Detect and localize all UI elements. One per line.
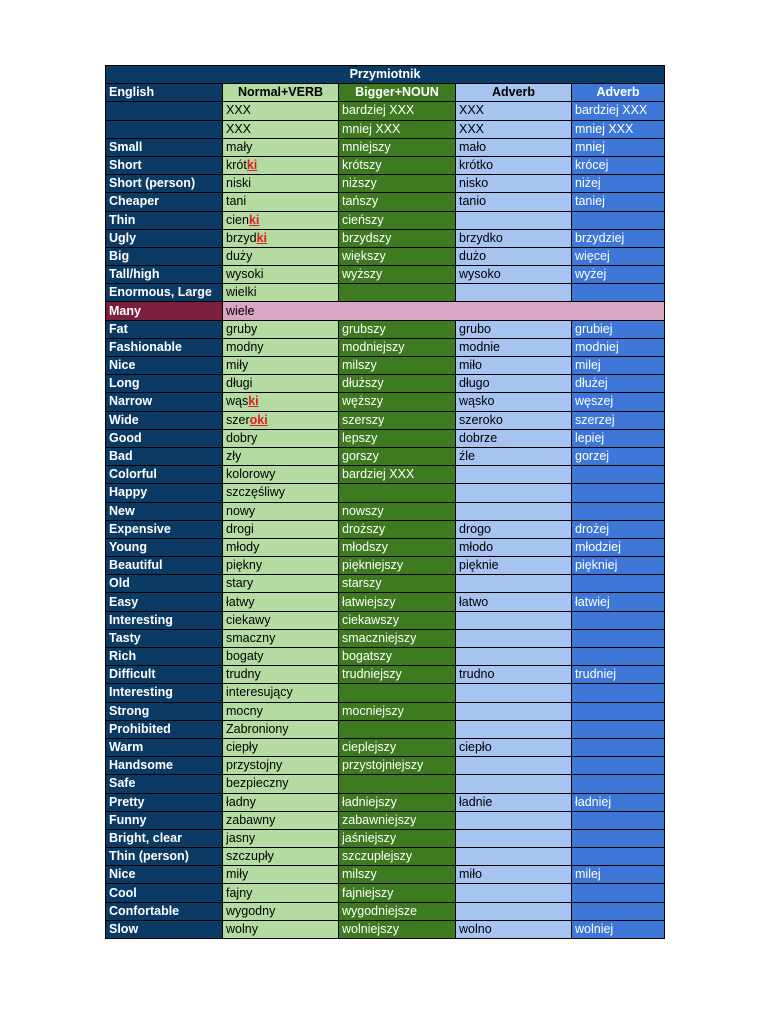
adverb-comparative-cell: [572, 484, 665, 502]
normal-cell: Zabroniony: [223, 720, 339, 738]
adverb-comparative-cell: [572, 829, 665, 847]
adverb-comparative-cell: mniej XXX: [572, 120, 665, 138]
adverb-cell: modnie: [456, 338, 572, 356]
english-cell: Expensive: [106, 520, 223, 538]
adverb-comparative-cell: modniej: [572, 338, 665, 356]
table-row: [106, 593, 665, 611]
english-cell: Young: [106, 538, 223, 556]
table-row: [106, 757, 665, 775]
normal-cell: młody: [223, 538, 339, 556]
adverb-comparative-cell: [572, 738, 665, 756]
word-stem: krót: [226, 158, 247, 173]
bigger-cell: starszy: [339, 575, 456, 593]
adverb-cell: szeroko: [456, 411, 572, 429]
adverb-cell: ładnie: [456, 793, 572, 811]
english-cell: Happy: [106, 484, 223, 502]
adverb-comparative-cell: młodziej: [572, 538, 665, 556]
adverb-comparative-cell: gorzej: [572, 447, 665, 465]
adverb-cell: [456, 829, 572, 847]
bigger-cell: bogatszy: [339, 648, 456, 666]
normal-cell: tani: [223, 193, 339, 211]
adverb-comparative-cell: bardziej XXX: [572, 102, 665, 120]
adverb-cell: grubo: [456, 320, 572, 338]
english-cell: Slow: [106, 920, 223, 938]
table-row: [106, 648, 665, 666]
bigger-cell: nowszy: [339, 502, 456, 520]
adverb-comparative-cell: milej: [572, 357, 665, 375]
adverb-cell: wąsko: [456, 393, 572, 411]
normal-cell: XXX: [223, 102, 339, 120]
normal-cell: wysoki: [223, 266, 339, 284]
adverb-cell: łatwo: [456, 593, 572, 611]
normal-cell: smaczny: [223, 629, 339, 647]
adverb-cell: [456, 775, 572, 793]
adverb-cell: ciepło: [456, 738, 572, 756]
adverb-comparative-cell: milej: [572, 866, 665, 884]
normal-cell: mocny: [223, 702, 339, 720]
table-row: [106, 156, 665, 174]
adverb-cell: trudno: [456, 666, 572, 684]
table-row: [106, 502, 665, 520]
normal-cell: wiele: [223, 302, 665, 320]
adverb-cell: krótko: [456, 156, 572, 174]
highlighted-suffix: ki: [248, 212, 260, 227]
bigger-cell: milszy: [339, 866, 456, 884]
normal-cell: modny: [223, 338, 339, 356]
adverb-comparative-cell: [572, 757, 665, 775]
table-row: [106, 520, 665, 538]
english-cell: Wide: [106, 411, 223, 429]
adverb-cell: miło: [456, 357, 572, 375]
bigger-cell: bardziej XXX: [339, 102, 456, 120]
adverb-comparative-cell: grubiej: [572, 320, 665, 338]
adverb-cell: [456, 902, 572, 920]
english-cell: Pretty: [106, 793, 223, 811]
table-row: [106, 138, 665, 156]
adverb-comparative-cell: więcej: [572, 247, 665, 265]
table-row: [106, 538, 665, 556]
table-row: [106, 357, 665, 375]
adverb-comparative-cell: [572, 629, 665, 647]
table-row: [106, 320, 665, 338]
english-cell: Short: [106, 156, 223, 174]
adverb-comparative-cell: [572, 702, 665, 720]
bigger-cell: mocniejszy: [339, 702, 456, 720]
normal-cell: [223, 229, 339, 247]
english-cell: Colorful: [106, 466, 223, 484]
adverb-comparative-cell: [572, 902, 665, 920]
table-row: [106, 211, 665, 229]
adverb-cell: [456, 884, 572, 902]
english-cell: Bad: [106, 447, 223, 465]
bigger-cell: gorszy: [339, 447, 456, 465]
normal-cell: nowy: [223, 502, 339, 520]
adverb-cell: brzydko: [456, 229, 572, 247]
bigger-cell: cieńszy: [339, 211, 456, 229]
adverb-comparative-cell: [572, 284, 665, 302]
adverb-comparative-cell: mniej: [572, 138, 665, 156]
table-row: [106, 229, 665, 247]
bigger-cell: piękniejszy: [339, 557, 456, 575]
table-row: [106, 848, 665, 866]
normal-cell: duży: [223, 247, 339, 265]
bigger-cell: wolniejszy: [339, 920, 456, 938]
adverb-comparative-cell: węszej: [572, 393, 665, 411]
normal-cell: szczęśliwy: [223, 484, 339, 502]
adverb-comparative-cell: [572, 884, 665, 902]
english-cell: New: [106, 502, 223, 520]
bigger-cell: smaczniejszy: [339, 629, 456, 647]
bigger-cell: trudniejszy: [339, 666, 456, 684]
adverb-cell: [456, 720, 572, 738]
adverb-cell: [456, 466, 572, 484]
bigger-cell: milszy: [339, 357, 456, 375]
bigger-cell: [339, 720, 456, 738]
adverb-cell: nisko: [456, 175, 572, 193]
adverb-cell: [456, 211, 572, 229]
bigger-cell: modniejszy: [339, 338, 456, 356]
english-cell: Fat: [106, 320, 223, 338]
english-cell: Difficult: [106, 666, 223, 684]
table-row: [106, 429, 665, 447]
adverb-comparative-cell: [572, 611, 665, 629]
english-cell: Safe: [106, 775, 223, 793]
english-cell: Ugly: [106, 229, 223, 247]
normal-cell: wygodny: [223, 902, 339, 920]
adverb-comparative-cell: krócej: [572, 156, 665, 174]
english-cell: Rich: [106, 648, 223, 666]
normal-cell: przystojny: [223, 757, 339, 775]
adverb-cell: [456, 848, 572, 866]
bigger-cell: mniej XXX: [339, 120, 456, 138]
normal-cell: wolny: [223, 920, 339, 938]
english-cell: [106, 102, 223, 120]
table-row: [106, 829, 665, 847]
normal-cell: [223, 211, 339, 229]
bigger-cell: ciekawszy: [339, 611, 456, 629]
bigger-cell: [339, 284, 456, 302]
table-row: [106, 466, 665, 484]
adverb-cell: mało: [456, 138, 572, 156]
bigger-cell: młodszy: [339, 538, 456, 556]
adverb-comparative-cell: brzydziej: [572, 229, 665, 247]
bigger-cell: [339, 775, 456, 793]
table-row: [106, 720, 665, 738]
table-row: [106, 175, 665, 193]
english-cell: [106, 120, 223, 138]
english-cell: Warm: [106, 738, 223, 756]
english-cell: Thin: [106, 211, 223, 229]
adverb-cell: [456, 575, 572, 593]
table-row: [106, 247, 665, 265]
adverb-cell: młodo: [456, 538, 572, 556]
english-cell: Nice: [106, 357, 223, 375]
table-row: [106, 393, 665, 411]
adverb-cell: [456, 648, 572, 666]
bigger-cell: brzydszy: [339, 229, 456, 247]
normal-cell: bogaty: [223, 648, 339, 666]
adverb-comparative-cell: [572, 575, 665, 593]
english-cell: Handsome: [106, 757, 223, 775]
adverb-cell: pięknie: [456, 557, 572, 575]
highlighted-suffix: ki: [256, 230, 268, 245]
normal-cell: [223, 411, 339, 429]
bigger-cell: łatwiejszy: [339, 593, 456, 611]
adverb-cell: [456, 629, 572, 647]
english-cell: Beautiful: [106, 557, 223, 575]
adverb-cell: wysoko: [456, 266, 572, 284]
table-row: [106, 484, 665, 502]
adverb-cell: dużo: [456, 247, 572, 265]
bigger-cell: tańszy: [339, 193, 456, 211]
table-row: [106, 302, 665, 320]
bigger-cell: zabawniejszy: [339, 811, 456, 829]
table-row: [106, 284, 665, 302]
adverb-cell: [456, 684, 572, 702]
adverb-comparative-cell: [572, 775, 665, 793]
english-cell: Interesting: [106, 684, 223, 702]
adverb-comparative-cell: łatwiej: [572, 593, 665, 611]
normal-cell: stary: [223, 575, 339, 593]
adverb-comparative-cell: [572, 720, 665, 738]
normal-cell: długi: [223, 375, 339, 393]
word-stem: brzyd: [226, 230, 257, 245]
english-cell: Nice: [106, 866, 223, 884]
normal-cell: zły: [223, 447, 339, 465]
adverb-cell: miło: [456, 866, 572, 884]
english-cell: Short (person): [106, 175, 223, 193]
bigger-cell: jaśniejszy: [339, 829, 456, 847]
english-cell: Tasty: [106, 629, 223, 647]
table-row: [106, 120, 665, 138]
table-row: [106, 575, 665, 593]
table-row: [106, 920, 665, 938]
table-body: [106, 102, 665, 939]
normal-cell: zabawny: [223, 811, 339, 829]
english-cell: Tall/high: [106, 266, 223, 284]
bigger-cell: większy: [339, 247, 456, 265]
bigger-cell: grubszy: [339, 320, 456, 338]
table-row: [106, 447, 665, 465]
english-cell: Fashionable: [106, 338, 223, 356]
table-row: [106, 629, 665, 647]
table-row: [106, 666, 665, 684]
english-cell: Funny: [106, 811, 223, 829]
adverb-cell: [456, 484, 572, 502]
bigger-cell: wygodniejsze: [339, 902, 456, 920]
adverb-cell: [456, 502, 572, 520]
adverb-cell: dobrze: [456, 429, 572, 447]
word-stem: szer: [226, 412, 250, 427]
normal-cell: gruby: [223, 320, 339, 338]
normal-cell: [223, 393, 339, 411]
adverb-comparative-cell: lepiej: [572, 429, 665, 447]
adverb-comparative-cell: szerzej: [572, 411, 665, 429]
normal-cell: interesujący: [223, 684, 339, 702]
bigger-cell: bardziej XXX: [339, 466, 456, 484]
adverb-cell: źle: [456, 447, 572, 465]
adverb-comparative-cell: niżej: [572, 175, 665, 193]
bigger-cell: niższy: [339, 175, 456, 193]
english-cell: Long: [106, 375, 223, 393]
normal-cell: miły: [223, 357, 339, 375]
normal-cell: miły: [223, 866, 339, 884]
bigger-cell: szerszy: [339, 411, 456, 429]
table-title: Przymiotnik: [106, 66, 665, 84]
normal-cell: [223, 156, 339, 174]
normal-cell: piękny: [223, 557, 339, 575]
table-row: [106, 611, 665, 629]
normal-cell: mały: [223, 138, 339, 156]
adverb-comparative-cell: dłużej: [572, 375, 665, 393]
adverb-comparative-cell: ładniej: [572, 793, 665, 811]
adverb-cell: [456, 757, 572, 775]
highlighted-suffix: ki: [248, 394, 259, 409]
normal-cell: XXX: [223, 120, 339, 138]
normal-cell: drogi: [223, 520, 339, 538]
normal-cell: dobry: [223, 429, 339, 447]
english-cell: Strong: [106, 702, 223, 720]
table-row: [106, 811, 665, 829]
table-row: [106, 411, 665, 429]
english-cell: Bright, clear: [106, 829, 223, 847]
english-cell: Easy: [106, 593, 223, 611]
adverb-comparative-cell: [572, 684, 665, 702]
adverb-cell: [456, 702, 572, 720]
bigger-cell: cieplejszy: [339, 738, 456, 756]
normal-cell: kolorowy: [223, 466, 339, 484]
adverb-cell: XXX: [456, 102, 572, 120]
english-cell: Many: [106, 302, 223, 320]
bigger-cell: mniejszy: [339, 138, 456, 156]
header-bigger-noun: Bigger+NOUN: [339, 84, 456, 102]
normal-cell: łatwy: [223, 593, 339, 611]
bigger-cell: [339, 684, 456, 702]
english-cell: Cool: [106, 884, 223, 902]
adverb-comparative-cell: [572, 466, 665, 484]
adverb-cell: tanio: [456, 193, 572, 211]
normal-cell: bezpieczny: [223, 775, 339, 793]
adverb-comparative-cell: [572, 502, 665, 520]
english-cell: Big: [106, 247, 223, 265]
adverb-comparative-cell: wyżej: [572, 266, 665, 284]
adverb-comparative-cell: [572, 848, 665, 866]
adverb-cell: długo: [456, 375, 572, 393]
bigger-cell: węższy: [339, 393, 456, 411]
adverb-comparative-cell: [572, 811, 665, 829]
header-normal-verb: Normal+VERB: [223, 84, 339, 102]
table-row: [106, 866, 665, 884]
normal-cell: szczupły: [223, 848, 339, 866]
table-row: [106, 775, 665, 793]
adverb-cell: [456, 611, 572, 629]
table-row: [106, 793, 665, 811]
adverb-comparative-cell: piękniej: [572, 557, 665, 575]
bigger-cell: [339, 484, 456, 502]
word-stem: wąs: [226, 394, 249, 409]
normal-cell: fajny: [223, 884, 339, 902]
highlighted-suffix: ki: [246, 158, 258, 173]
bigger-cell: droższy: [339, 520, 456, 538]
adverb-cell: XXX: [456, 120, 572, 138]
bigger-cell: krótszy: [339, 156, 456, 174]
header-adverb: Adverb: [456, 84, 572, 102]
bigger-cell: lepszy: [339, 429, 456, 447]
adverb-cell: drogo: [456, 520, 572, 538]
english-cell: Narrow: [106, 393, 223, 411]
table-row: [106, 884, 665, 902]
bigger-cell: przystojniejszy: [339, 757, 456, 775]
english-cell: Good: [106, 429, 223, 447]
adverb-cell: [456, 284, 572, 302]
bigger-cell: wyższy: [339, 266, 456, 284]
bigger-cell: dłuższy: [339, 375, 456, 393]
adjective-table: [105, 65, 665, 939]
english-cell: Confortable: [106, 902, 223, 920]
english-cell: Old: [106, 575, 223, 593]
bigger-cell: fajniejszy: [339, 884, 456, 902]
english-cell: Thin (person): [106, 848, 223, 866]
table-row: [106, 338, 665, 356]
normal-cell: wielki: [223, 284, 339, 302]
table-row: [106, 266, 665, 284]
word-stem: cien: [226, 212, 249, 227]
english-cell: Cheaper: [106, 193, 223, 211]
adverb-cell: [456, 811, 572, 829]
table-row: [106, 684, 665, 702]
normal-cell: ciekawy: [223, 611, 339, 629]
table-row: [106, 193, 665, 211]
table-row: [106, 557, 665, 575]
table-row: [106, 102, 665, 120]
normal-cell: ciepły: [223, 738, 339, 756]
adverb-comparative-cell: [572, 648, 665, 666]
normal-cell: jasny: [223, 829, 339, 847]
english-cell: Prohibited: [106, 720, 223, 738]
table-row: [106, 375, 665, 393]
bigger-cell: ładniejszy: [339, 793, 456, 811]
normal-cell: niski: [223, 175, 339, 193]
table-row: [106, 738, 665, 756]
adverb-comparative-cell: drożej: [572, 520, 665, 538]
header-english: English: [106, 84, 223, 102]
english-cell: Small: [106, 138, 223, 156]
adverb-comparative-cell: wolniej: [572, 920, 665, 938]
english-cell: Interesting: [106, 611, 223, 629]
adverb-cell: wolno: [456, 920, 572, 938]
normal-cell: trudny: [223, 666, 339, 684]
bigger-cell: szczuplejszy: [339, 848, 456, 866]
adverb-comparative-cell: [572, 211, 665, 229]
english-cell: Enormous, Large: [106, 284, 223, 302]
normal-cell: ładny: [223, 793, 339, 811]
adverb-comparative-cell: taniej: [572, 193, 665, 211]
adverb-comparative-cell: trudniej: [572, 666, 665, 684]
header-adverb-comparative: Adverb: [572, 84, 665, 102]
table-row: [106, 702, 665, 720]
highlighted-suffix: oki: [249, 412, 268, 427]
table-row: [106, 902, 665, 920]
